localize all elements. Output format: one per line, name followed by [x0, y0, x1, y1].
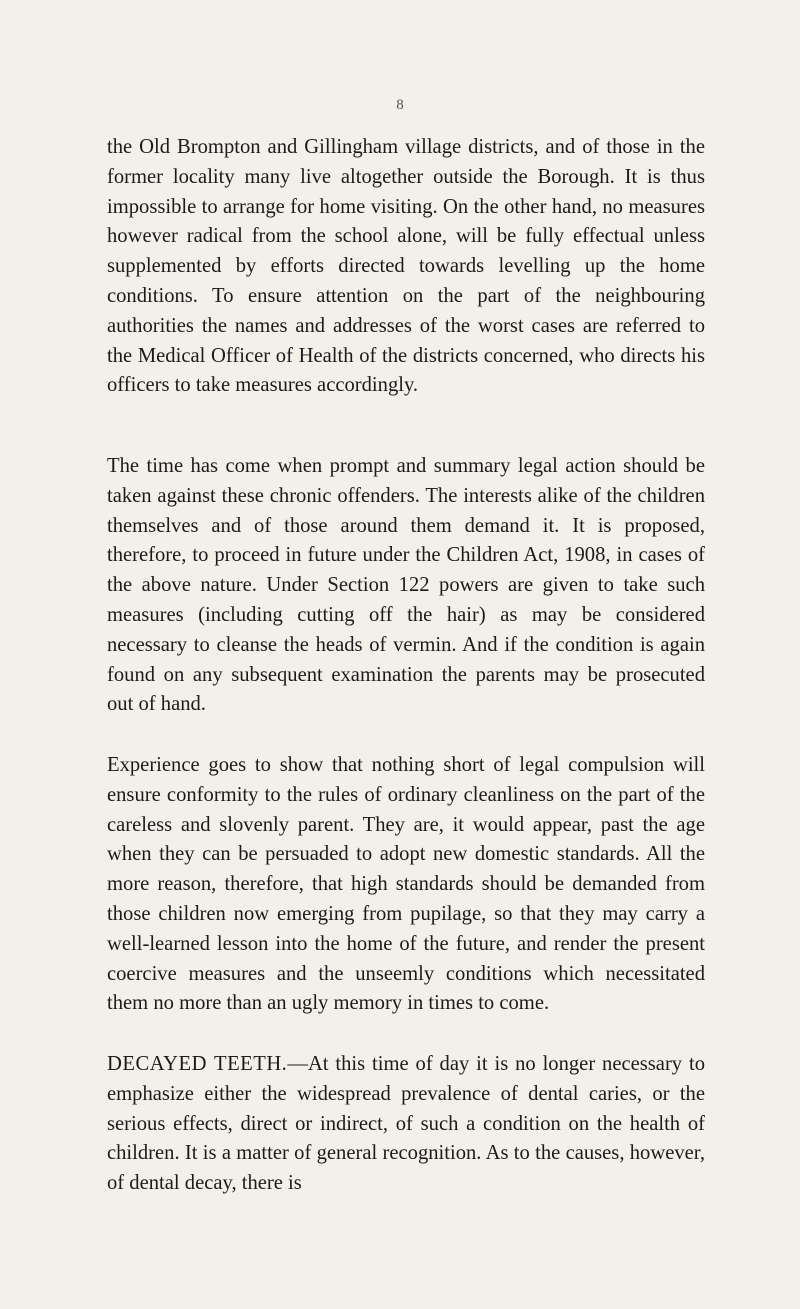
paragraph-legal-action: The time has come when prompt and summary legal action should be taken against these chronic offenders. The interests alike of the children themselves and of those around them demand it. It is proposed, therefore, to proceed in future under the Children Act, 1908, in cases of the above nature. Under Section 122 powers are given to take such measures (including cutting off the hair) as may be considered necessary to cleanse the heads of vermin. And if the condition is again found on any subsequent examination the parents may be prosecuted out of hand.	[107, 455, 705, 716]
paragraph-home-visiting: the Old Brompton and Gillingham village districts, and of those in the former locality many live altogether outside the Borough. It is thus impossible to arrange for home visiting. On the other hand, no measures however radical from the school alone, will be fully effectual unless supplemented by efforts directed towards levelling up the home conditions. To ensure attention on the part of the neighbouring authorities the names and addresses of the worst cases are referred to the Medical Officer of Health of the districts concerned, who directs his officers to take measures accordingly.	[107, 136, 705, 397]
paragraph-decayed-teeth-text: —At this time of day it is no longer necessary to emphasize either the widespread prevalence of dental caries, or the serious effects, direct or indirect, of such a condition on the health of children. It is a matter of general recognition. As to the causes, however, of dental decay, there is	[107, 1053, 705, 1195]
paragraph-decayed-teeth	[107, 1050, 705, 1199]
section-heading-decayed-teeth: DECAYED TEETH.	[107, 1053, 288, 1075]
page-number: 8	[396, 97, 404, 113]
paragraph-legal-compulsion: Experience goes to show that nothing short of legal compulsion will ensure conformity to the rules of ordinary cleanliness on the part of the careless and slovenly parent. They are, it would appear, past the age when they can be persuaded to adopt new domestic standards. All the more reason, therefore, that high standards should be demanded from those children now emerging from pupilage, so that they may carry a well-learned lesson into the home of the future, and render the present coercive measures and the unseemly conditions which necessitated them no more than an ugly memory in times to come.	[107, 754, 705, 1015]
